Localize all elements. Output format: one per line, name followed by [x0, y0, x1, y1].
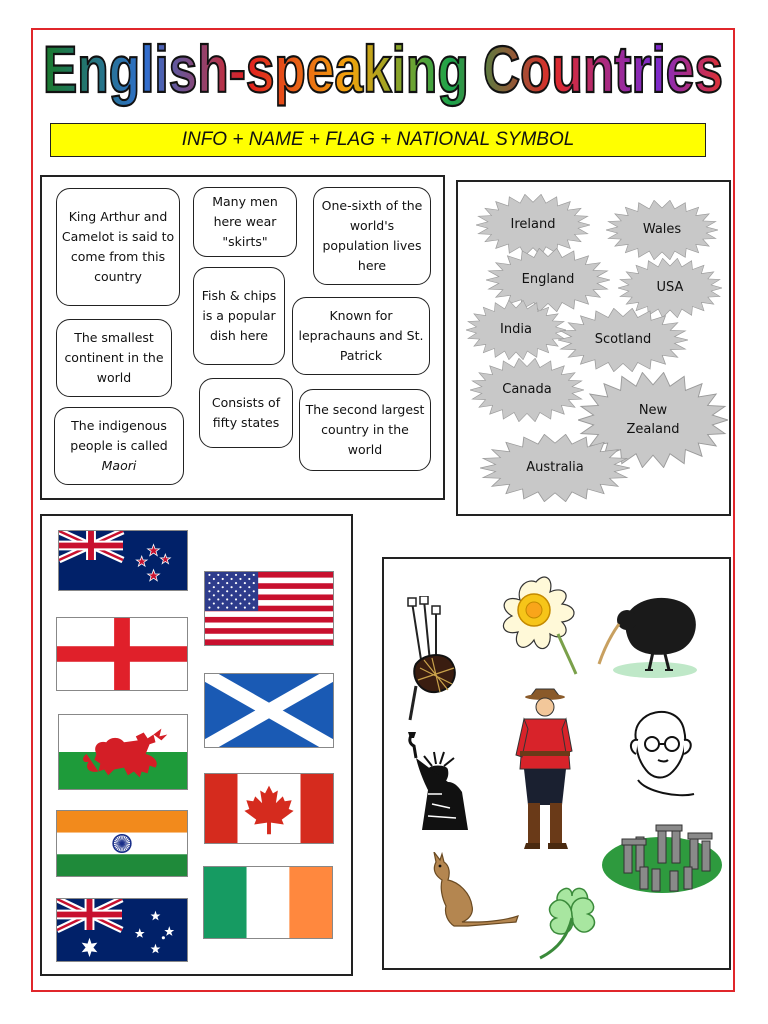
australia-flag: [56, 898, 188, 962]
gandhi-icon: [618, 700, 700, 800]
new-zealand-flag: [58, 530, 188, 591]
country-star: New Zealand: [578, 372, 728, 468]
country-star: Canada: [470, 358, 584, 422]
page-title: [40, 30, 726, 110]
info-card: King Arthur and Camelot is said to come from this country: [56, 188, 180, 306]
country-star: Australia: [480, 434, 630, 502]
info-card: One-sixth of the world's population lives here: [313, 187, 431, 285]
info-card: Consists of fifty states: [199, 378, 293, 448]
country-star: Wales: [606, 200, 718, 260]
daffodil-icon: [488, 570, 588, 678]
title-text: English-speaking Countries: [43, 32, 723, 106]
country-star: Scotland: [558, 308, 688, 372]
india-flag: [56, 810, 188, 877]
info-panel: [40, 175, 445, 500]
info-card: Many men here wear "skirts": [193, 187, 297, 257]
country-star: USA: [618, 258, 722, 318]
info-card: Fish & chips is a popular dish here: [193, 267, 285, 365]
scotland-flag: [204, 673, 334, 748]
subtitle-banner: INFO + NAME + FLAG + NATIONAL SYMBOL: [50, 123, 706, 157]
info-card: The indigenous people is called Maori: [54, 407, 184, 485]
info-card: The smallest continent in the world: [56, 319, 172, 397]
stonehenge-icon: [600, 815, 730, 895]
wales-flag: [58, 714, 188, 790]
shamrock-icon: [532, 876, 612, 960]
bagpipes-icon: [402, 596, 462, 724]
country-star: England: [486, 248, 610, 312]
country-star: India: [466, 300, 566, 360]
kiwi-bird-icon: [595, 590, 705, 680]
info-card: The second largest country in the world: [299, 389, 431, 471]
england-flag: [56, 617, 188, 691]
country-names-panel: [456, 180, 731, 516]
kangaroo-icon: [428, 852, 520, 928]
statue-of-liberty-icon: [398, 730, 480, 834]
country-star: Ireland: [476, 194, 590, 256]
info-card: Known for leprachauns and St. Patrick: [292, 297, 430, 375]
ireland-flag: [203, 866, 333, 939]
canada-flag: [204, 773, 334, 844]
mountie-icon: [510, 685, 580, 855]
usa-flag: [204, 571, 334, 646]
